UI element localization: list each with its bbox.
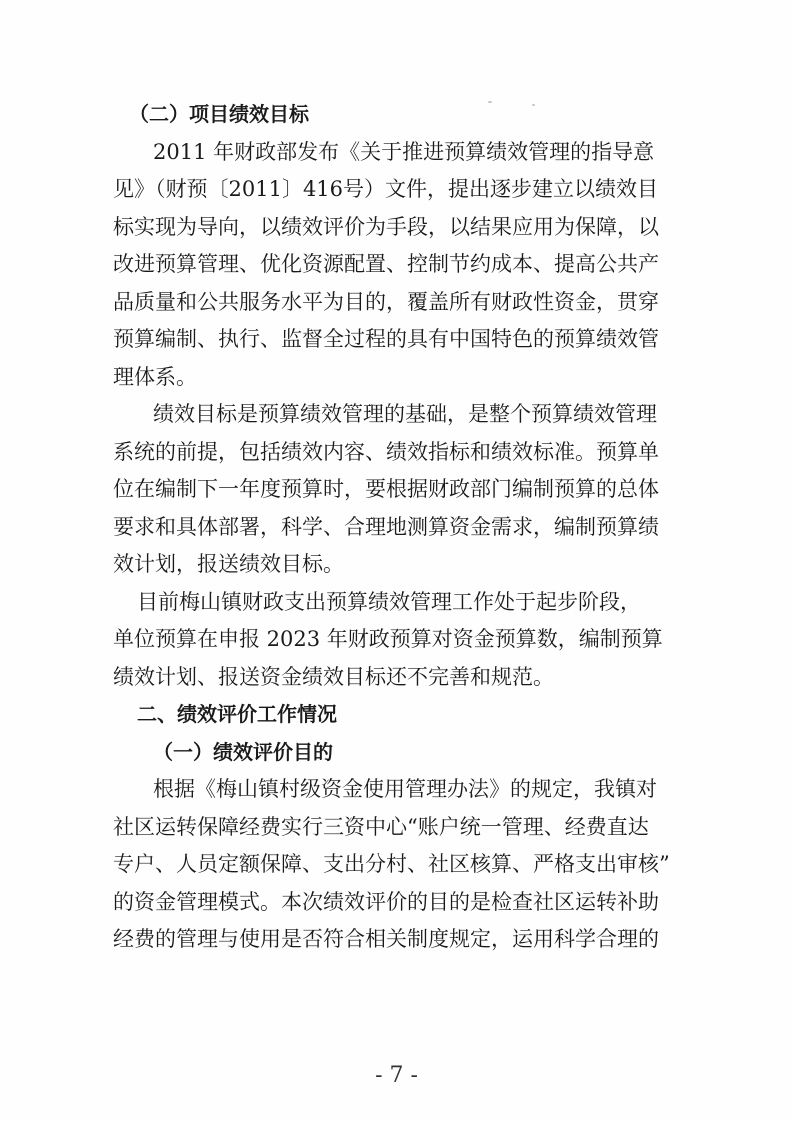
paragraph-line: 根据《梅山镇村级资金使用管理办法》的规定，我镇对 <box>153 777 657 801</box>
paragraph-line: 绩效计划、报送资金绩效目标还不完善和规范。 <box>113 664 554 689</box>
paragraph-line: 位在编制下一年度预算时，要根据财政部门编制预算的总体 <box>113 477 659 501</box>
paragraph-current-status <box>113 584 695 697</box>
scan-speck <box>532 104 535 106</box>
subsection-heading-evaluation-purpose: （一）绩效评价目的 <box>153 739 333 764</box>
paragraph-line: 效计划，报送绩效目标。 <box>113 552 344 576</box>
paragraph-line: 见》（财预〔2011〕416号）文件，提出逐步建立以绩效目 <box>113 177 659 201</box>
page-number: - 7 - <box>375 1063 418 1088</box>
paragraph-line: 系统的前提，包括绩效内容、绩效指标和绩效标准。预算单 <box>113 439 659 464</box>
paragraph-line: 品质量和公共服务水平为目的，覆盖所有财政性资金，贯穿 <box>113 289 659 314</box>
paragraph-evaluation-purpose <box>113 771 695 959</box>
scan-speck <box>488 101 492 103</box>
paragraph-policy-background <box>113 134 695 397</box>
paragraph-line: 专户、人员定额保障、支出分村、社区核算、严格支出审核” <box>113 852 670 876</box>
paragraph-line: 要求和具体部署，科学、合理地测算资金需求，编制预算绩 <box>113 514 659 539</box>
paragraph-line: 2011 年财政部发布《关于推进预算绩效管理的指导意 <box>153 139 655 164</box>
paragraph-line: 理体系。 <box>113 364 197 389</box>
paragraph-line: 单位预算在申报 2023 年财政预算对资金预算数，编制预算 <box>113 627 663 651</box>
section-heading-evaluation: 二、绩效评价工作情况 <box>137 702 337 726</box>
paragraph-line: 的资金管理模式。本次绩效评价的目的是检查社区运转补助 <box>113 889 659 914</box>
paragraph-line: 目前梅山镇财政支出预算绩效管理工作处于起步阶段， <box>137 589 641 614</box>
paragraph-line: 标实现为导向，以绩效评价为手段，以结果应用为保障，以 <box>113 214 659 239</box>
section-heading-project-goal: （二）项目绩效目标 <box>129 102 309 126</box>
paragraph-performance-goal-definition <box>113 396 695 584</box>
paragraph-line: 改进预算管理、优化资源配置、控制节约成本、提高公共产 <box>113 252 659 276</box>
paragraph-line: 经费的管理与使用是否符合相关制度规定，运用科学合理的 <box>113 927 659 951</box>
document-body <box>113 96 695 959</box>
paragraph-line: 绩效目标是预算绩效管理的基础，是整个预算绩效管理 <box>153 402 657 426</box>
paragraph-line: 预算编制、执行、监督全过程的具有中国特色的预算绩效管 <box>113 327 659 351</box>
paragraph-line: 社区运转保障经费实行三资中心“账户统一管理、经费直达 <box>113 814 649 839</box>
